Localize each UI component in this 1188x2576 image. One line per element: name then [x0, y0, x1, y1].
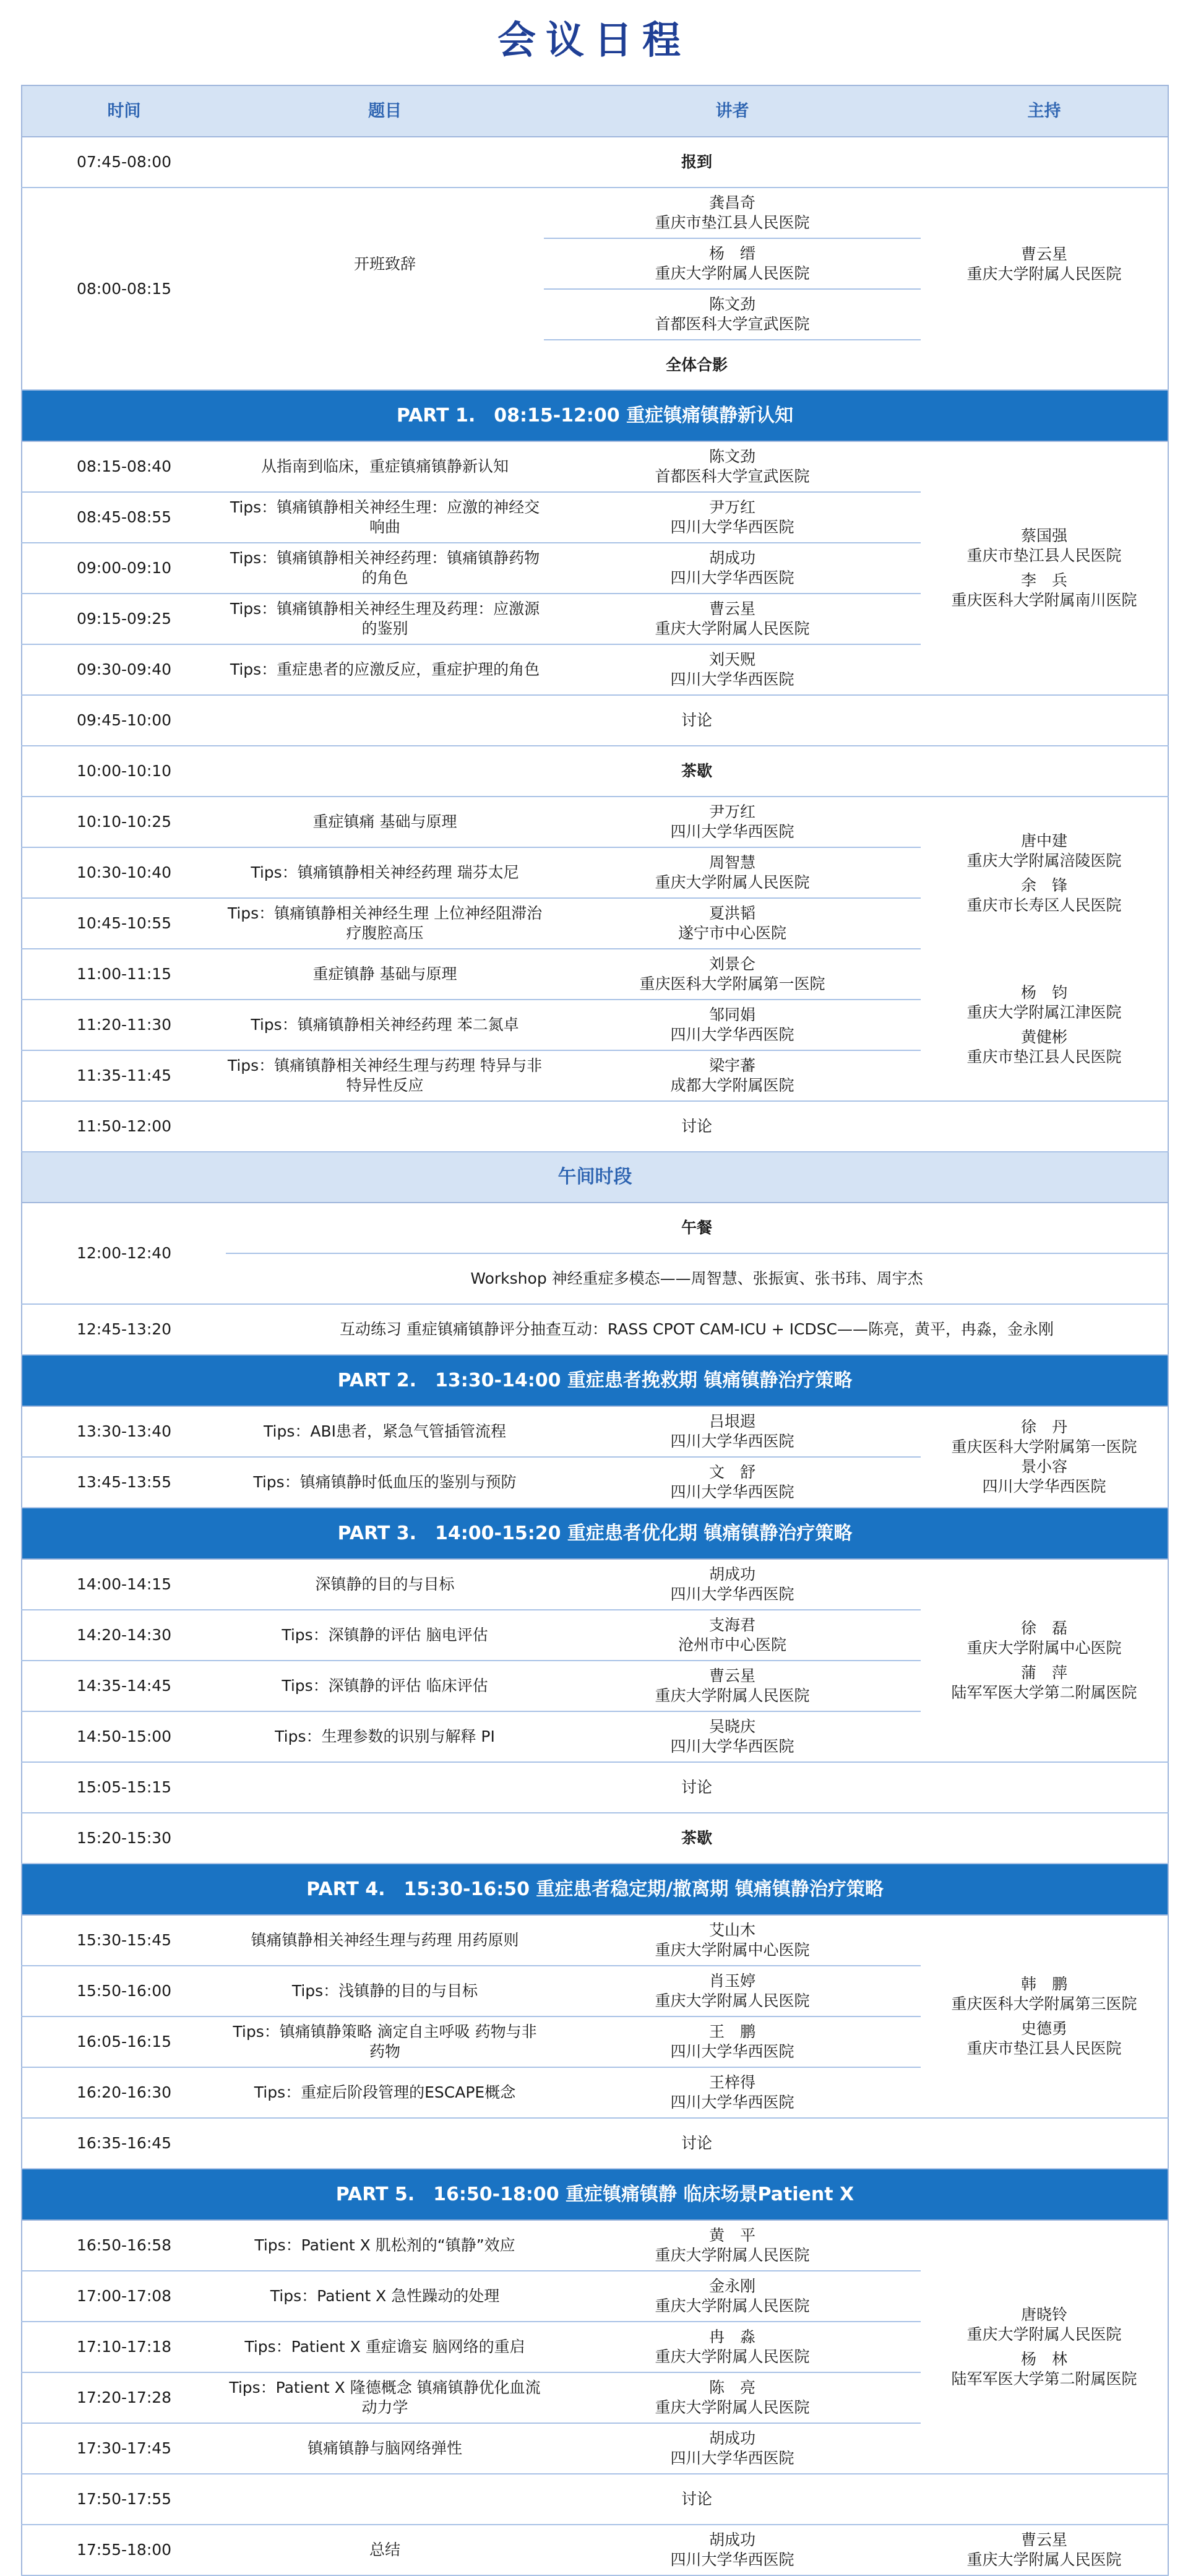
- speaker-cell: [544, 898, 921, 949]
- speaker-name: 胡成功: [708, 2429, 755, 2447]
- time-cell: 15:20-15:30: [22, 1813, 226, 1864]
- table-row: [22, 137, 1168, 188]
- speaker-cell: [544, 2220, 921, 2271]
- time-cell: 17:30-17:45: [22, 2423, 226, 2474]
- host-org: 重庆医科大学附属第三医院: [951, 1995, 1137, 2013]
- time-cell: 10:10-10:25: [22, 797, 226, 847]
- schedule-table-wrap: [21, 85, 1168, 2576]
- speaker-org: 重庆大学附属人民医院: [655, 2297, 810, 2315]
- time-cell: 14:00-14:15: [22, 1559, 226, 1610]
- speaker-cell: [544, 594, 921, 644]
- part-title: PART 4. 15:30-16:50 重症患者稳定期/撤离期 镇痛镇静治疗策略: [22, 1864, 1168, 1915]
- host-cell: [921, 1406, 1168, 1508]
- speaker-org: 重庆医科大学附属第一医院: [639, 975, 825, 993]
- topic-cell: Tips：ABI患者，紧急气管插管流程: [226, 1406, 544, 1457]
- time-cell: 15:30-15:45: [22, 1915, 226, 1966]
- time-cell: 16:05-16:15: [22, 2016, 226, 2067]
- time-cell: 08:00-08:15: [22, 188, 226, 390]
- topic-cell: Tips：镇痛镇静策略 滴定自主呼吸 药物与非药物: [226, 2016, 544, 2067]
- topic-cell: Tips：镇痛镇静相关神经生理与药理 特异与非特异性反应: [226, 1050, 544, 1101]
- speaker-cell: [544, 1610, 921, 1661]
- host-entry: [921, 983, 1168, 1022]
- speaker-name: 黄 平: [708, 2226, 755, 2244]
- speaker-org: 四川大学华西医院: [670, 2449, 794, 2467]
- topic-cell: Tips：Patient X 肌松剂的“镇静”效应: [226, 2220, 544, 2271]
- host-org: 重庆大学附属涪陵医院: [966, 851, 1122, 870]
- host-entry: [921, 1027, 1168, 1067]
- topic-cell: Tips：镇痛镇静相关神经生理及药理：应激源的鉴别: [226, 594, 544, 644]
- table-row: [22, 188, 1168, 238]
- speaker-cell: [544, 188, 921, 238]
- discussion-cell: 讨论: [226, 2474, 1168, 2525]
- speaker-org: 重庆大学附属人民医院: [655, 264, 810, 282]
- host-org: 重庆大学附属中心医院: [966, 1639, 1122, 1657]
- speaker-name: 胡成功: [708, 2531, 755, 2549]
- time-cell: 13:45-13:55: [22, 1457, 226, 1508]
- time-cell: 17:00-17:08: [22, 2271, 226, 2322]
- speaker-cell: [544, 2525, 921, 2575]
- discussion-cell: 讨论: [226, 1101, 1168, 1152]
- speaker-org: 沧州市中心医院: [678, 1636, 786, 1654]
- header-host: 主持: [921, 85, 1168, 137]
- table-row: [22, 2525, 1168, 2575]
- host-entry: [921, 831, 1168, 871]
- discussion-cell: 讨论: [226, 695, 1168, 746]
- table-row: [22, 797, 1168, 847]
- time-cell: 09:00-09:10: [22, 543, 226, 594]
- speaker-name: 陈文劲: [708, 295, 755, 313]
- host-org: 重庆市垫江县人民医院: [966, 2039, 1122, 2057]
- time-cell: 16:50-16:58: [22, 2220, 226, 2271]
- time-cell: 12:45-13:20: [22, 1304, 226, 1355]
- speaker-org: 四川大学华西医院: [670, 2042, 794, 2060]
- topic-cell: 镇痛镇静与脑网络弹性: [226, 2423, 544, 2474]
- part-2-banner: [22, 1355, 1168, 1406]
- time-cell: 13:30-13:40: [22, 1406, 226, 1457]
- speaker-cell: [544, 2016, 921, 2067]
- speaker-name: 金永刚: [708, 2277, 755, 2295]
- speaker-name: 周智慧: [708, 854, 755, 871]
- host-org: 重庆医科大学附属第一医院: [951, 1438, 1137, 1456]
- speaker-name: 尹万红: [708, 803, 755, 821]
- speaker-cell: [544, 847, 921, 898]
- speaker-cell: [544, 1711, 921, 1762]
- host-name: 唐晓铃: [1020, 2306, 1067, 2323]
- speaker-name: 支海君: [708, 1616, 755, 1634]
- speaker-org: 四川大学华西医院: [670, 823, 794, 841]
- time-cell: 11:35-11:45: [22, 1050, 226, 1101]
- time-cell: 09:15-09:25: [22, 594, 226, 644]
- speaker-name: 夏洪韬: [708, 904, 755, 922]
- host-name: 杨 林: [1020, 2350, 1067, 2368]
- host-name: 余 锋: [1020, 876, 1067, 894]
- host-name: 蒲 萍: [1020, 1664, 1067, 1682]
- speaker-name: 杨 缙: [708, 244, 755, 262]
- speaker-cell: [544, 238, 921, 289]
- host-cell: [921, 2525, 1168, 2575]
- speaker-org: 四川大学华西医院: [670, 670, 794, 688]
- host-entry: [921, 1974, 1168, 2014]
- host-name: 徐 磊: [1020, 1619, 1067, 1637]
- host-entry: [921, 2019, 1168, 2059]
- time-cell: 11:00-11:15: [22, 949, 226, 1000]
- host-name: 韩 鹏: [1020, 1975, 1067, 1993]
- topic-cell: Tips：重症后阶段管理的ESCAPE概念: [226, 2067, 544, 2118]
- time-cell: 17:20-17:28: [22, 2372, 226, 2423]
- discussion-cell: 讨论: [226, 1762, 1168, 1813]
- topic-cell: Tips：深镇静的评估 脑电评估: [226, 1610, 544, 1661]
- speaker-org: 重庆大学附属人民医院: [655, 2398, 810, 2416]
- host-name: 蔡国强: [1020, 527, 1067, 545]
- speaker-cell: [544, 1915, 921, 1966]
- topic-cell: 重症镇痛 基础与原理: [226, 797, 544, 847]
- host-cell: [921, 2220, 1168, 2474]
- speaker-name: 龚昌奇: [708, 194, 755, 212]
- topic-cell: Tips：镇痛镇静相关神经生理 上位神经阻滞治疗腹腔高压: [226, 898, 544, 949]
- time-cell: 07:45-08:00: [22, 137, 226, 188]
- host-cell: [921, 949, 1168, 1101]
- speaker-name: 刘天贶: [708, 650, 755, 668]
- speaker-name: 胡成功: [708, 549, 755, 567]
- time-cell: 14:20-14:30: [22, 1610, 226, 1661]
- table-row: [22, 1559, 1168, 1610]
- time-cell: 10:45-10:55: [22, 898, 226, 949]
- topic-cell: Tips：镇痛镇静相关神经药理 瑞芬太尼: [226, 847, 544, 898]
- tea-break-cell: 茶歇: [226, 746, 1168, 797]
- host-org: 四川大学华西医院: [982, 1477, 1106, 1495]
- part-title: PART 2. 13:30-14:00 重症患者挽救期 镇痛镇静治疗策略: [22, 1355, 1168, 1406]
- topic-cell: Tips：镇痛镇静相关神经生理：应激的神经交响曲: [226, 492, 544, 543]
- speaker-org: 重庆大学附属中心医院: [655, 1941, 810, 1959]
- host-name: 景小容: [1020, 1458, 1067, 1476]
- speaker-cell: [544, 1050, 921, 1101]
- time-cell: 14:35-14:45: [22, 1661, 226, 1711]
- speaker-name: 刘景仑: [708, 955, 755, 973]
- time-cell: 11:50-12:00: [22, 1101, 226, 1152]
- part-5-banner: [22, 2169, 1168, 2220]
- speaker-org: 四川大学华西医院: [670, 2093, 794, 2111]
- speaker-cell: [544, 1559, 921, 1610]
- host-entry: [921, 1619, 1168, 1658]
- table-row: [22, 2118, 1168, 2169]
- speaker-org: 重庆大学附属人民医院: [655, 620, 810, 638]
- host-name: 曹云星: [1020, 244, 1067, 263]
- time-cell: 10:30-10:40: [22, 847, 226, 898]
- topic-cell: Tips：浅镇静的目的与目标: [226, 1966, 544, 2016]
- host-name: 李 兵: [1020, 571, 1067, 589]
- host-org: 陆军军医大学第二附属医院: [951, 2370, 1137, 2388]
- header-time: 时间: [22, 85, 226, 137]
- speaker-name: 胡成功: [708, 1565, 755, 1583]
- host-cell: [921, 188, 1168, 340]
- topic-cell: Tips：生理参数的识别与解释 PI: [226, 1711, 544, 1762]
- noon-banner: [22, 1152, 1168, 1203]
- speaker-name: 邹同娟: [708, 1006, 755, 1024]
- host-org: 重庆大学附属人民医院: [966, 2551, 1122, 2569]
- lunch-cell: 午餐: [226, 1203, 1168, 1253]
- topic-cell: 镇痛镇静相关神经生理与药理 用药原则: [226, 1915, 544, 1966]
- table-row: [22, 441, 1168, 492]
- tea-break-cell: 茶歇: [226, 1813, 1168, 1864]
- group-photo-cell: 全体合影: [226, 340, 1168, 390]
- discussion-cell: 讨论: [226, 2118, 1168, 2169]
- speaker-org: 四川大学华西医院: [670, 1483, 794, 1501]
- host-name: 史德勇: [1020, 2020, 1067, 2038]
- time-cell: 16:20-16:30: [22, 2067, 226, 2118]
- table-row: [22, 1101, 1168, 1152]
- speaker-cell: [544, 543, 921, 594]
- speaker-cell: [544, 2322, 921, 2372]
- time-cell: 16:35-16:45: [22, 2118, 226, 2169]
- speaker-org: 重庆大学附属人民医院: [655, 1992, 810, 2010]
- speaker-cell: [544, 2271, 921, 2322]
- time-cell: 08:15-08:40: [22, 441, 226, 492]
- speaker-name: 肖玉婷: [708, 1972, 755, 1990]
- speaker-cell: [544, 949, 921, 1000]
- speaker-name: 陈文劲: [708, 447, 755, 465]
- table-row: [22, 1813, 1168, 1864]
- speaker-name: 王梓得: [708, 2073, 755, 2091]
- part-1-banner: [22, 390, 1168, 441]
- time-cell: 12:00-12:40: [22, 1203, 226, 1304]
- noon-title: 午间时段: [22, 1152, 1168, 1203]
- topic-cell: Tips：重症患者的应激反应，重症护理的角色: [226, 644, 544, 695]
- part-title: PART 1. 08:15-12:00 重症镇痛镇静新认知: [22, 390, 1168, 441]
- speaker-cell: [544, 492, 921, 543]
- topic-cell: Tips：镇痛镇静时低血压的鉴别与预防: [226, 1457, 544, 1508]
- speaker-name: 梁宇蕃: [708, 1057, 755, 1074]
- host-cell: [921, 441, 1168, 695]
- speaker-org: 四川大学华西医院: [670, 518, 794, 536]
- host-entry: [921, 1663, 1168, 1703]
- time-cell: 09:30-09:40: [22, 644, 226, 695]
- host-org: 重庆医科大学附属南川医院: [951, 591, 1137, 609]
- speaker-org: 重庆市垫江县人民医院: [655, 214, 810, 231]
- time-cell: 08:45-08:55: [22, 492, 226, 543]
- host-entry: [921, 526, 1168, 566]
- topic-cell: Tips：Patient X 急性躁动的处理: [226, 2271, 544, 2322]
- host-name: 杨 钧: [1020, 983, 1067, 1001]
- speaker-org: 重庆大学附属人民医院: [655, 1687, 810, 1705]
- speaker-org: 重庆大学附属人民医院: [655, 2246, 810, 2264]
- time-cell: 15:05-15:15: [22, 1762, 226, 1813]
- speaker-org: 四川大学华西医院: [670, 2551, 794, 2569]
- speaker-cell: [544, 441, 921, 492]
- workshop-cell: Workshop 神经重症多模态——周智慧、张振寅、张书玮、周宇杰: [226, 1253, 1168, 1304]
- time-cell: 11:20-11:30: [22, 1000, 226, 1050]
- time-cell: 14:50-15:00: [22, 1711, 226, 1762]
- page-title: 会议日程: [497, 17, 691, 63]
- speaker-cell: [544, 2423, 921, 2474]
- speaker-org: 重庆大学附属人民医院: [655, 873, 810, 891]
- speaker-org: 首都医科大学宣武医院: [655, 467, 810, 485]
- host-entry: [921, 2349, 1168, 2389]
- checkin-cell: 报到: [226, 137, 1168, 188]
- table-row: [22, 949, 1168, 1000]
- host-entry: [921, 571, 1168, 610]
- speaker-name: 文 舒: [708, 1463, 755, 1481]
- host-cell: [921, 1915, 1168, 2118]
- topic-cell: 开班致辞: [353, 254, 416, 273]
- table-header-row: [22, 85, 1168, 137]
- table-row: [22, 695, 1168, 746]
- host-org: 重庆大学附属江津医院: [966, 1003, 1122, 1021]
- speaker-org: 重庆大学附属人民医院: [655, 2348, 810, 2366]
- time-cell: 17:10-17:18: [22, 2322, 226, 2372]
- host-org: 重庆市长寿区人民医院: [966, 896, 1122, 914]
- table-row: [22, 1762, 1168, 1813]
- speaker-cell: [544, 1000, 921, 1050]
- speaker-name: 王 鹏: [708, 2023, 755, 2041]
- time-cell: 17:55-18:00: [22, 2525, 226, 2575]
- host-org: 重庆市垫江县人民医院: [966, 547, 1122, 564]
- speaker-name: 尹万红: [708, 498, 755, 516]
- host-org: 重庆市垫江县人民医院: [966, 1047, 1122, 1066]
- schedule-table: [21, 85, 1169, 2576]
- speaker-cell: [544, 644, 921, 695]
- time-cell: 09:45-10:00: [22, 695, 226, 746]
- topic-cell: Tips：深镇静的评估 临床评估: [226, 1661, 544, 1711]
- speaker-cell: [544, 2372, 921, 2423]
- speaker-cell: [544, 1406, 921, 1457]
- speaker-cell: [544, 797, 921, 847]
- topic-cell: Tips：Patient X 重症谵妄 脑网络的重启: [226, 2322, 544, 2372]
- topic-cell: 从指南到临床，重症镇痛镇静新认知: [226, 441, 544, 492]
- part-4-banner: [22, 1864, 1168, 1915]
- practice-cell: 互动练习 重症镇痛镇静评分抽查互动：RASS CPOT CAM-ICU + ICDSC——陈亮，黄平，冉淼，金永刚: [226, 1304, 1168, 1355]
- host-entry: [921, 2305, 1168, 2345]
- table-row: [22, 1304, 1168, 1355]
- host-name: 黄健彬: [1020, 1027, 1067, 1046]
- host-entry: [921, 876, 1168, 915]
- speaker-org: 遂宁市中心医院: [678, 924, 786, 942]
- topic-cell: Tips：Patient X 隆德概念 镇痛镇静优化血流动力学: [226, 2372, 544, 2423]
- table-row: [22, 1406, 1168, 1457]
- speaker-name: 曹云星: [708, 600, 755, 618]
- speaker-org: 首都医科大学宣武医院: [655, 315, 810, 333]
- speaker-org: 四川大学华西医院: [670, 1737, 794, 1755]
- host-org: 重庆大学附属人民医院: [966, 264, 1122, 283]
- speaker-org: 四川大学华西医院: [670, 1585, 794, 1603]
- part-title: PART 5. 16:50-18:00 重症镇痛镇静 临床场景Patient X: [22, 2169, 1168, 2220]
- table-row: [22, 2474, 1168, 2525]
- speaker-org: 四川大学华西医院: [670, 569, 794, 587]
- speaker-cell: [544, 289, 921, 340]
- host-cell: [921, 1559, 1168, 1762]
- speaker-cell: [544, 2067, 921, 2118]
- table-row: [22, 1915, 1168, 1966]
- header-topic: 题目: [226, 85, 544, 137]
- speaker-org: 四川大学华西医院: [670, 1026, 794, 1044]
- speaker-name: 吴晓庆: [708, 1718, 755, 1735]
- speaker-org: 成都大学附属医院: [670, 1076, 794, 1094]
- speaker-name: 艾山木: [708, 1921, 755, 1939]
- table-row: [22, 1203, 1168, 1253]
- time-cell: 15:50-16:00: [22, 1966, 226, 2016]
- host-name: 徐 丹: [1020, 1418, 1067, 1436]
- host-cell: [921, 797, 1168, 949]
- host-name: 唐中建: [1020, 831, 1067, 850]
- speaker-name: 冉 淼: [708, 2328, 755, 2346]
- time-cell: 10:00-10:10: [22, 746, 226, 797]
- speaker-cell: [544, 1661, 921, 1711]
- time-cell: 17:50-17:55: [22, 2474, 226, 2525]
- topic-cell: 总结: [226, 2525, 544, 2575]
- part-title: PART 3. 14:00-15:20 重症患者优化期 镇痛镇静治疗策略: [22, 1508, 1168, 1559]
- speaker-name: 陈 亮: [708, 2379, 755, 2397]
- part-3-banner: [22, 1508, 1168, 1559]
- table-row: [22, 746, 1168, 797]
- speaker-name: 曹云星: [708, 1667, 755, 1685]
- host-org: 重庆大学附属人民医院: [966, 2325, 1122, 2343]
- topic-cell: Tips：镇痛镇静相关神经药理：镇痛镇静药物的角色: [226, 543, 544, 594]
- header-speaker: 讲者: [544, 85, 921, 137]
- topic-cell: Tips：镇痛镇静相关神经药理 苯二氮卓: [226, 1000, 544, 1050]
- host-name: 曹云星: [1020, 2531, 1067, 2549]
- speaker-cell: [544, 1966, 921, 2016]
- topic-cell: 重症镇静 基础与原理: [226, 949, 544, 1000]
- speaker-cell: [544, 1457, 921, 1508]
- speaker-name: 吕垠遐: [708, 1412, 755, 1430]
- table-row: [22, 2220, 1168, 2271]
- host-org: 陆军军医大学第二附属医院: [951, 1683, 1137, 1701]
- topic-cell: 深镇静的目的与目标: [226, 1559, 544, 1610]
- speaker-org: 四川大学华西医院: [670, 1432, 794, 1450]
